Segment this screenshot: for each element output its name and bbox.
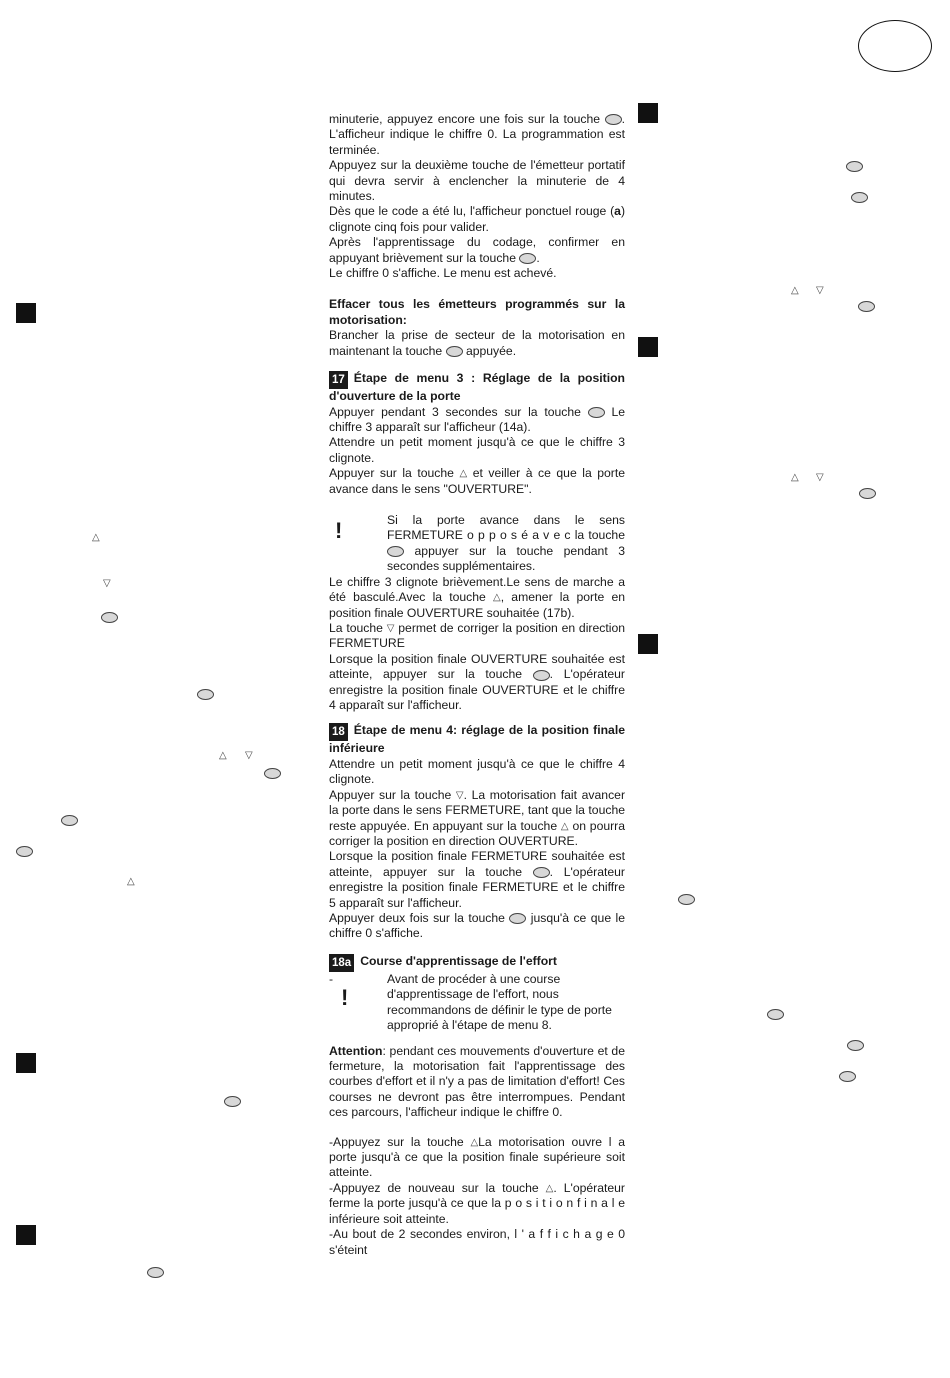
dash-marker: - [329,971,334,986]
program-button-icon [588,407,605,418]
program-button-icon [387,546,404,557]
program-button-icon [605,114,622,125]
paragraph: minuterie, appuyez encore une fois sur la touche . L'afficheur indique le chiffre 0. La programmation est terminée. [329,112,625,157]
program-button-icon [509,913,526,924]
warning-exclamation-icon: ! [341,984,349,1010]
down-arrow-button-icon: ▽ [816,472,824,483]
section-number-badge: 18 [329,723,348,741]
section-number-badge: 18a [329,954,354,972]
down-arrow-button-icon: ▽ [455,789,464,801]
down-arrow-button-icon: ▽ [103,578,111,589]
paragraph: Appuyer sur la touche ▽. La motorisation fait avancer la porte dans le sens FERMETURE, tant que la touche reste appuyée. En appuyant sur la touche △ on pourra corriger la position en direction OUVERTURE. [329,787,626,849]
section-17-heading: 17 Étape de menu 3 : Réglage de la position d'ouverture de la porte [329,371,625,404]
program-button-icon [197,689,214,700]
section-number-badge: 17 [329,371,348,389]
paragraph: Dès que le code a été lu, l'afficheur ponctuel rouge (a) clignote cinq fois pour valider. [329,204,625,234]
paragraph: Appuyer sur la touche △ et veiller à ce que la porte avance dans le sens "OUVERTURE". [329,466,626,496]
warning-exclamation-icon: ! [335,518,343,544]
list-item: -Appuyez de nouveau sur la touche △. L'opérateur ferme la porte jusqu'à ce que la p o s i t i o n f i n a l e inférieure soit atteinte. [329,1180,625,1226]
up-arrow-button-icon: △ [545,1182,554,1194]
warning-text: Avant de procéder à une course d'apprentissage de l'effort, nous recommandons de définir le type de porte approprié à l'étape de menu 8. [387,971,612,1033]
program-button-icon [767,1009,784,1020]
up-arrow-button-icon: △ [470,1136,479,1148]
paragraph: Attention: pendant ces mouvements d'ouverture et de fermeture, la motorisation fait l'apprentissage des courbes d'effort et il n'y a pas de limitation d'effort! Ces courses ne devront pas être interrompues. Pendant ces parcours, l'afficheur indique le chiffre 0. [329,1043,625,1120]
paragraph: Brancher la prise de secteur de la motorisation en maintenant la touche appuyée. [329,328,625,358]
paragraph: Après l'apprentissage du codage, confirmer en appuyant brièvement sur la touche . [329,235,625,265]
program-button-icon [446,346,463,357]
up-arrow-button-icon: △ [560,820,569,832]
paragraph: Appuyez sur la deuxième touche de l'émetteur portatif qui devra servir à enclencher la minuterie de 4 minutes. [329,158,625,204]
warning-text: Si la porte avance dans le sens FERMETURE o p p o s é a v e c la touche appuyer sur la touche pendant 3 secondes supplémentaires. [387,513,625,574]
right-section-marker [638,337,658,357]
program-button-icon [101,612,118,623]
program-button-icon [264,768,281,779]
program-button-icon [224,1096,241,1107]
right-section-marker [638,634,658,654]
program-button-icon [533,670,550,681]
program-button-icon [147,1267,164,1278]
left-section-marker [16,303,36,323]
program-button-icon [847,1040,864,1051]
up-arrow-button-icon: △ [459,468,468,480]
program-button-icon [846,161,863,172]
paragraph: Appuyer pendant 3 secondes sur la touche Le chiffre 3 apparaît sur l'afficheur (14a). [329,404,626,434]
program-button-icon [519,253,536,264]
list-item: -Au bout de 2 secondes environ, l ' a f f i c h a g e 0 s'éteint [329,1227,625,1257]
paragraph: Lorsque la position finale FERMETURE souhaitée est atteinte, appuyer sur la touche . L'opérateur enregistre la position finale FERMETURE et le chiffre 5 apparaît sur l'afficheur. [329,849,625,910]
up-arrow-button-icon: △ [791,472,799,483]
warning-text: Le chiffre 3 clignote brièvement.Le sens de marche a été basculé.Avec la touche △, amener la porte en position finale OUVERTURE souhaitée (17b). [329,574,625,620]
paragraph: Attendre un petit moment jusqu'à ce que le chiffre 3 clignote. [329,435,625,465]
program-button-icon [16,846,33,857]
program-button-icon [533,867,550,878]
section-18a-heading: 18a Course d'apprentissage de l'effort [329,954,625,972]
left-section-marker [16,1053,36,1073]
up-arrow-button-icon: △ [493,592,501,604]
down-arrow-button-icon: ▽ [245,750,253,761]
language-badge-outline [858,20,932,72]
up-arrow-button-icon: △ [92,532,100,543]
left-section-marker [16,1225,36,1245]
right-section-marker [638,103,658,123]
section-18-heading: 18 Étape de menu 4: réglage de la position finale inférieure [329,723,625,756]
up-arrow-button-icon: △ [219,750,227,761]
paragraph: Lorsque la position finale OUVERTURE souhaitée est atteinte, appuyer sur la touche . L'opérateur enregistre la position finale OUVERTURE et le chiffre 4 apparaît sur l'afficheur. [329,651,625,713]
warning-block [329,513,625,621]
paragraph: Attendre un petit moment jusqu'à ce que le chiffre 4 clignote. [329,756,625,787]
program-button-icon [851,192,868,203]
program-button-icon [859,488,876,499]
up-arrow-button-icon: △ [127,876,135,887]
section-heading: Effacer tous les émetteurs programmés sur la motorisation: [329,297,625,327]
program-button-icon [678,894,695,905]
down-arrow-button-icon: ▽ [816,285,824,296]
up-arrow-button-icon: △ [791,285,799,296]
down-arrow-button-icon: ▽ [386,623,395,635]
warning-block [329,972,625,1034]
program-button-icon [858,301,875,312]
paragraph: Le chiffre 0 s'affiche. Le menu est achevé. [329,266,557,281]
program-button-icon [839,1071,856,1082]
program-button-icon [61,815,78,826]
main-text-column [329,112,625,1258]
list-item: -Appuyez sur la touche △La motorisation ouvre l a porte jusqu'à ce que la position finale supérieure soit atteinte. [329,1134,625,1180]
paragraph: La touche ▽ permet de corriger la position en direction FERMETURE [329,620,626,651]
paragraph: Appuyer deux fois sur la touche jusqu'à ce que le chiffre 0 s'affiche. [329,911,626,941]
